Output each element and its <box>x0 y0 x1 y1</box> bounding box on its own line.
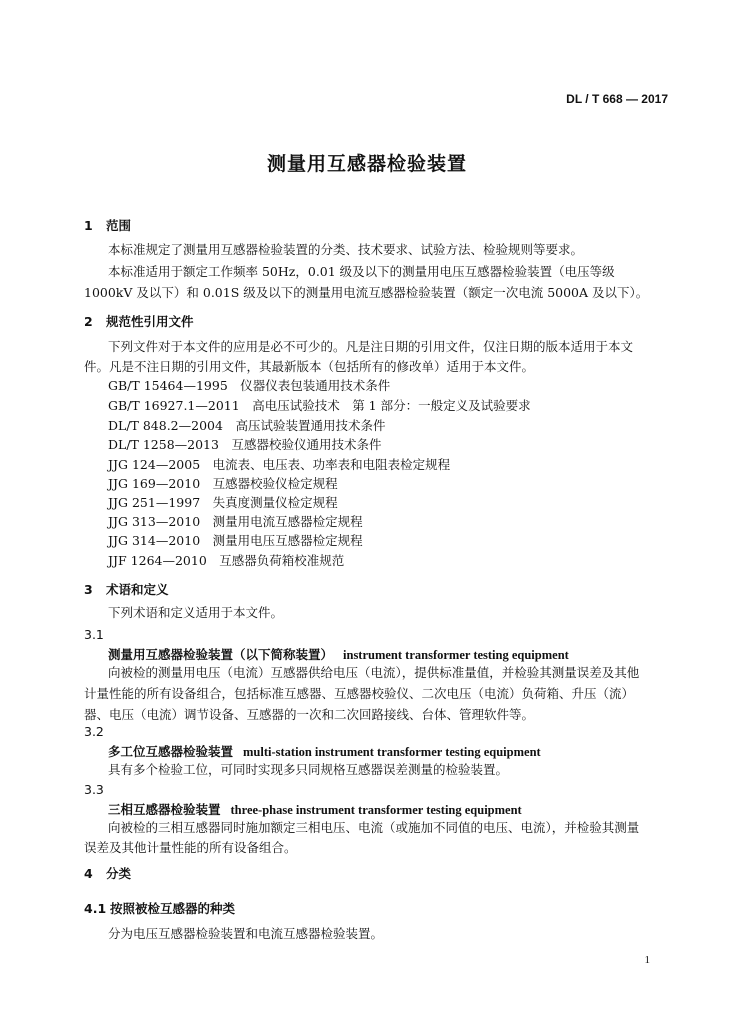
paragraph: 本标准适用于额定工作频率 50Hz，0.01 级及以下的测量用电压互感器检验装置（电压等级 <box>108 264 615 279</box>
reference-item: GB/T 15464—1995 仪器仪表包装通用技术条件 <box>108 378 391 393</box>
paragraph-continuation: 1000kV 及以下）和 0.01S 级及以下的测量用电流互感器检验装置（额定一次电流 5000A 及以下）。 <box>84 285 649 300</box>
reference-item: JJG 314—2010 测量用电压互感器检定规程 <box>108 533 363 548</box>
term-entry <box>108 800 522 818</box>
term-definition: 向被检的测量用电压（电流）互感器供给电压（电流），提供标准量值，并检验其测量误差及其他 <box>108 665 640 680</box>
standard-number: DL / T 668 — 2017 <box>566 92 668 106</box>
term-definition-continuation: 误差及其他计量性能的所有设备组合。 <box>84 840 297 855</box>
reference-item: JJG 251—1997 失真度测量仪检定规程 <box>108 495 338 510</box>
term-definition: 向被检的三相互感器同时施加额定三相电压、电流（或施加不同值的电压、电流），并检验其测量 <box>108 820 640 835</box>
reference-item: JJF 1264—2010 互感器负荷箱校准规范 <box>108 553 345 568</box>
term-zh: 多工位互感器检验装置 <box>108 744 234 759</box>
term-definition: 具有多个检验工位，可同时实现多只同规格互感器误差测量的检验装置。 <box>108 762 509 777</box>
reference-item: JJG 169—2010 互感器校验仪检定规程 <box>108 476 338 491</box>
term-zh: 三相互感器检验装置 <box>108 802 221 817</box>
section-number: 1 <box>84 218 93 233</box>
page-number: 1 <box>644 954 650 966</box>
paragraph: 下列文件对于本文件的应用是必不可少的。凡是注日期的引用文件，仅注日期的版本适用于本文 <box>108 339 634 354</box>
section-title: 术语和定义 <box>106 582 169 597</box>
term-entry <box>108 742 541 760</box>
reference-item: JJG 124—2005 电流表、电压表、功率表和电阻表检定规程 <box>108 457 451 472</box>
section-title: 规范性引用文件 <box>106 314 194 329</box>
term-entry <box>108 645 569 663</box>
reference-item: GB/T 16927.1—2011 高电压试验技术 第 1 部分：一般定义及试验要求 <box>108 398 531 413</box>
subsection-title: 按照被检互感器的种类 <box>110 901 236 916</box>
reference-item: DL/T 1258—2013 互感器校验仪通用技术条件 <box>108 437 382 452</box>
term-en: multi-station instrument transformer testing equipment <box>243 745 541 759</box>
section-number: 4 <box>84 866 93 881</box>
reference-item: JJG 313—2010 测量用电流互感器检定规程 <box>108 514 363 529</box>
section-4-heading <box>84 864 131 882</box>
clause-number: 3.1 <box>84 627 104 642</box>
term-en: three-phase instrument transformer testing equipment <box>230 803 522 817</box>
subsection-number: 4.1 <box>84 901 107 916</box>
document-title: 测量用互感器检验装置 <box>266 153 467 175</box>
paragraph: 下列术语和定义适用于本文件。 <box>108 605 284 620</box>
term-en: instrument transformer testing equipment <box>343 648 569 662</box>
reference-item: DL/T 848.2—2004 高压试验装置通用技术条件 <box>108 418 386 433</box>
section-number: 3 <box>84 582 93 597</box>
term-definition-continuation: 计量性能的所有设备组合，包括标准互感器、互感器校验仪、二次电压（电流）负荷箱、升压（流） <box>84 686 635 701</box>
clause-number: 3.3 <box>84 782 104 797</box>
section-3-heading <box>84 580 169 598</box>
section-1-heading <box>84 216 131 234</box>
clause-number: 3.2 <box>84 724 104 739</box>
paragraph: 本标准规定了测量用互感器检验装置的分类、技术要求、试验方法、检验规则等要求。 <box>108 242 584 257</box>
term-definition-continuation: 器、电压（电流）调节设备、互感器的一次和二次回路接线、台体、管理软件等。 <box>84 707 535 722</box>
section-2-heading <box>84 312 194 330</box>
term-zh: 测量用互感器检验装置（以下简称装置） <box>108 647 334 662</box>
section-title: 范围 <box>106 218 132 233</box>
section-number: 2 <box>84 314 93 329</box>
paragraph: 分为电压互感器检验装置和电流互感器检验装置。 <box>108 926 384 941</box>
section-title: 分类 <box>106 866 132 881</box>
subsection-4-1-heading <box>84 899 235 917</box>
paragraph-continuation: 件。凡是不注日期的引用文件，其最新版本（包括所有的修改单）适用于本文件。 <box>84 359 535 374</box>
